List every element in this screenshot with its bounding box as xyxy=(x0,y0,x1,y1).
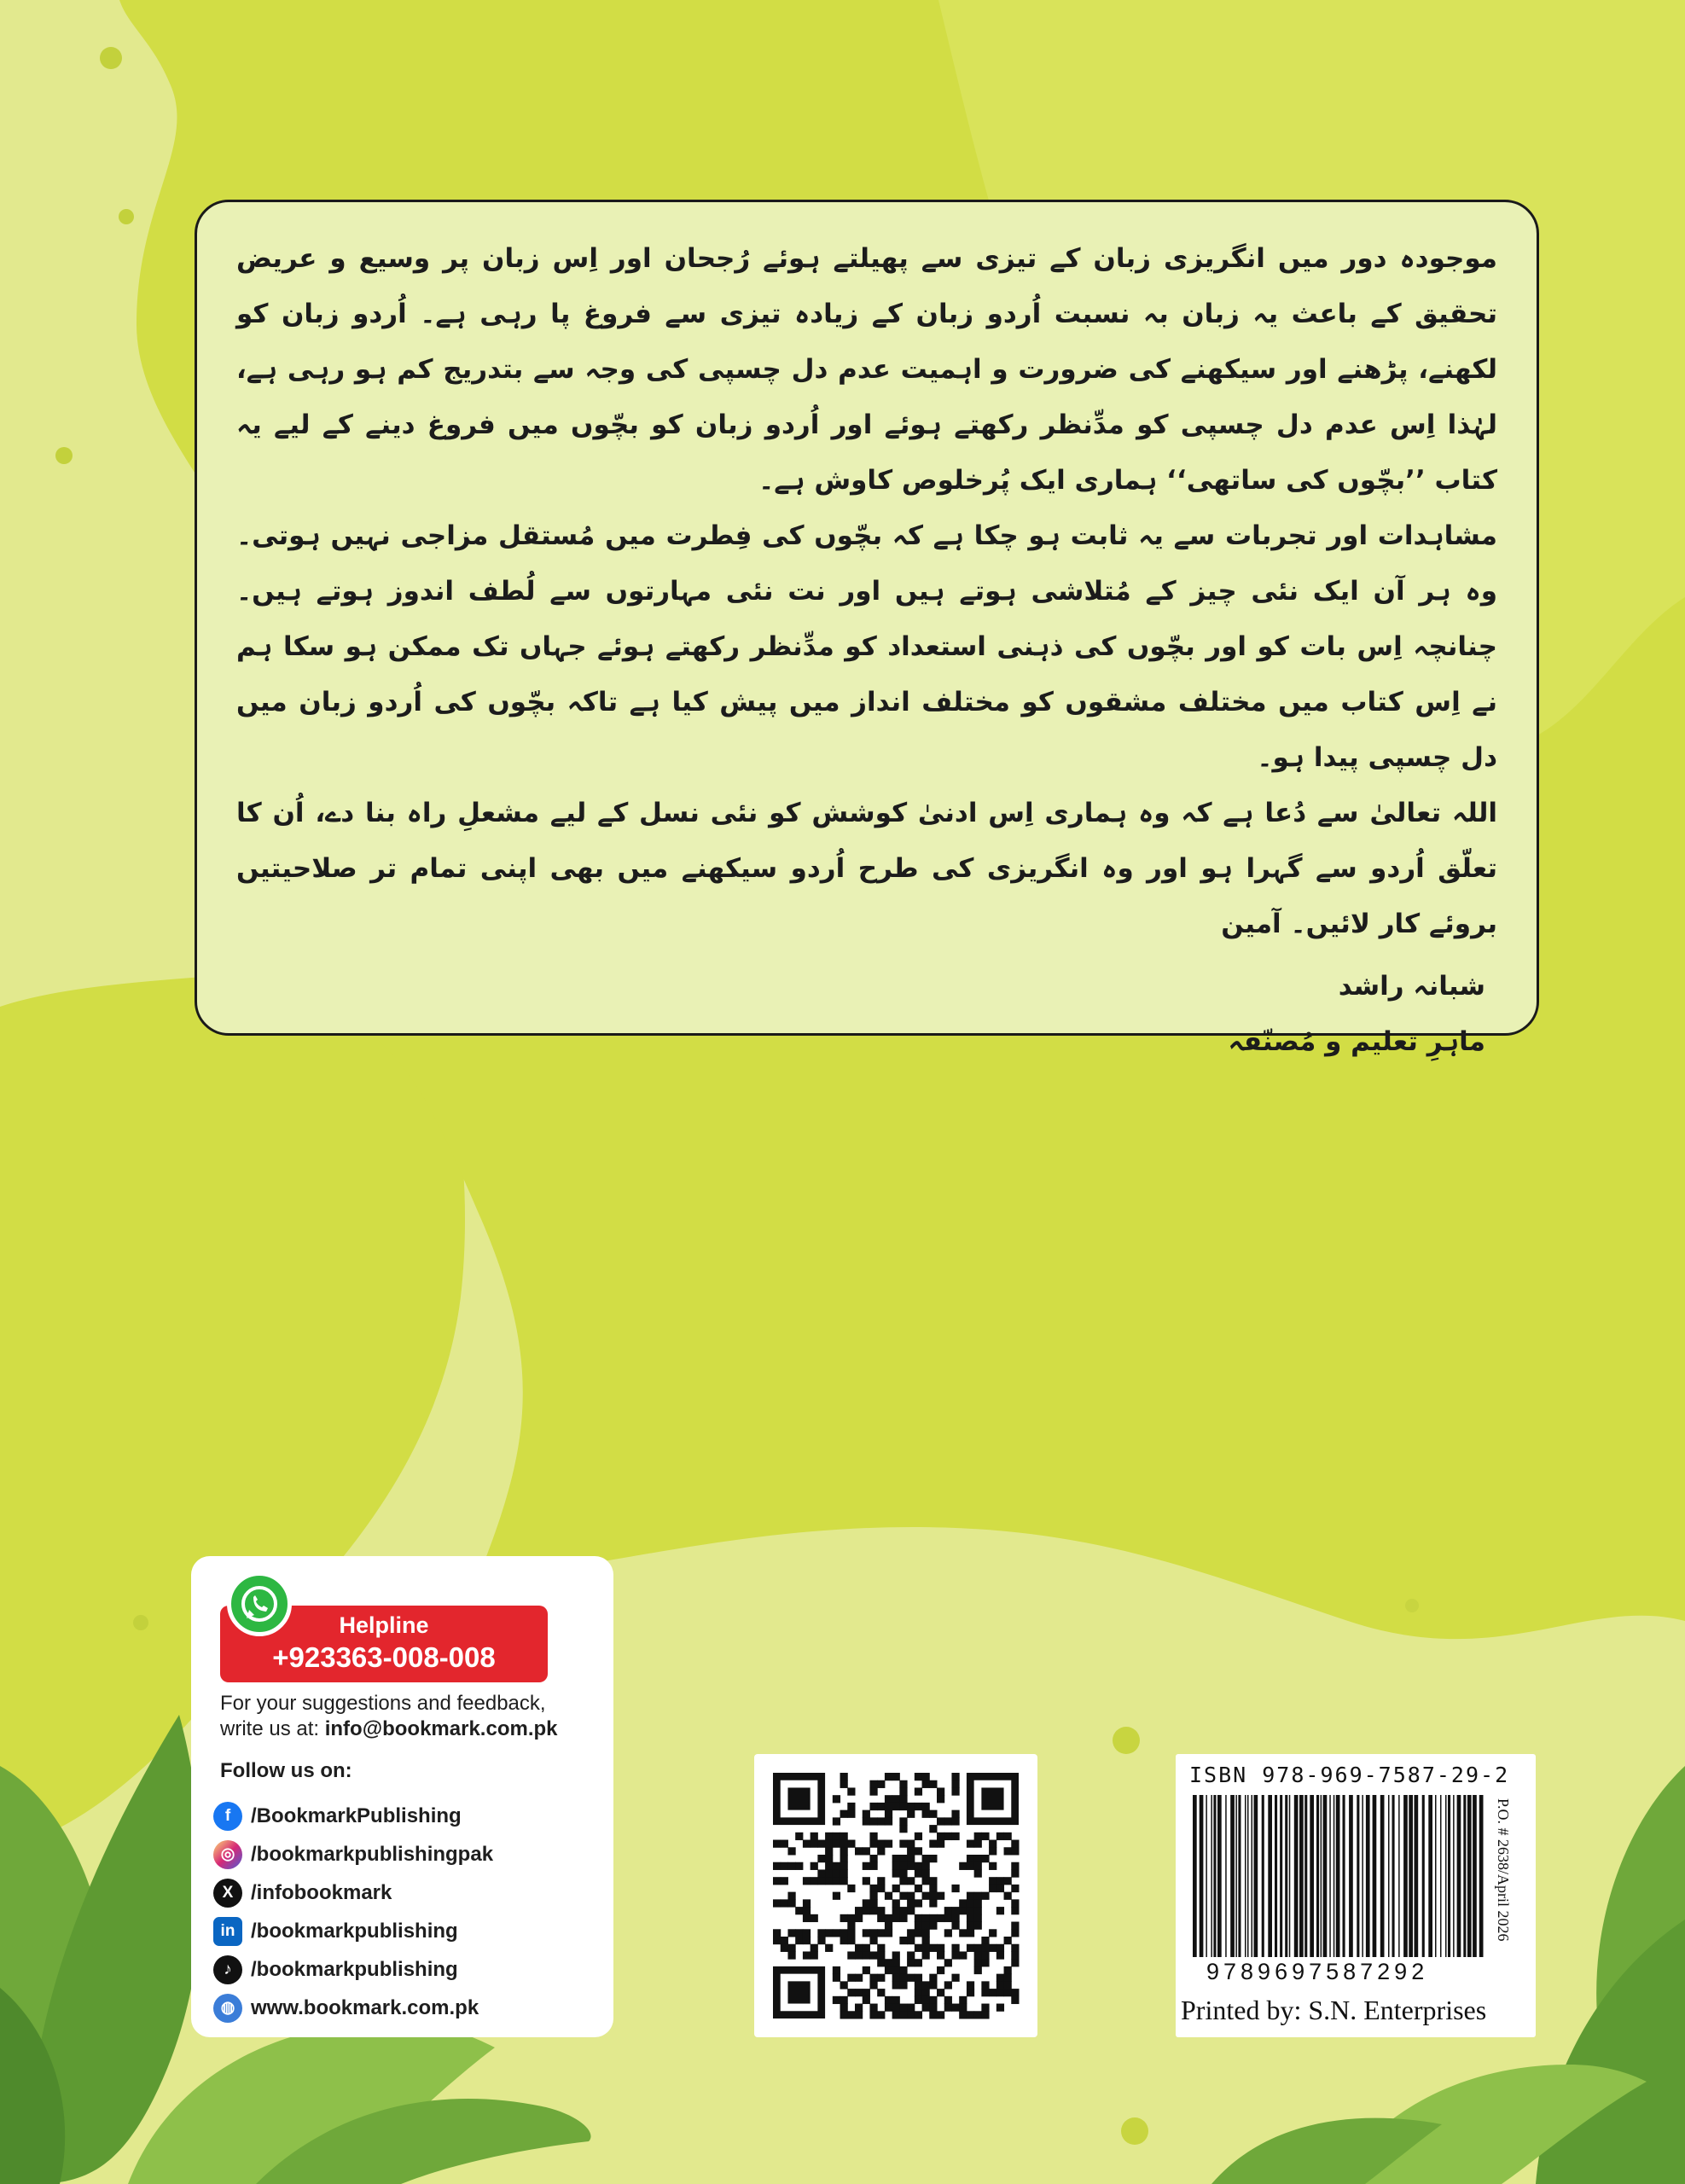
contact-card xyxy=(191,1556,613,2037)
intro-paragraph: موجودہ دور میں انگریزی زبان کے تیزی سے پھیلتے ہوئے رُجحان اور اِس زبان پر وسیع و عریض تحقیق کے باعث یہ زبان بہ نسبت اُردو زبان کے زیادہ تیزی سے فروغ پا رہی ہے۔ اُردو زبان کو لکھنے، پڑھنے اور سیکھنے کی ضرورت و اہمیت عدم دل چسپی کی وجہ سے بتدریج کم ہو رہی ہے، لہٰذا اِس عدم دل چسپی کو مدِّنظر رکھتے ہوئے اور اُردو زبان کو بچّوں میں فروغ دینے کے لیے یہ کتاب ’’بچّوں کی ساتھی‘‘ ہماری ایک پُرخلوص کاوش ہے۔ xyxy=(236,243,1497,496)
social-item-linkedin[interactable] xyxy=(213,1912,493,1950)
social-handle[interactable]: /infobookmark xyxy=(251,1880,392,1904)
feedback-text xyxy=(220,1691,604,1742)
decor-dot xyxy=(1121,2117,1148,2145)
intro-paragraph: اللہ تعالیٰ سے دُعا ہے کہ وہ ہماری اِس ادنیٰ کوشش کو نئی نسل کے لیے مشعلِ راہ بنا دے، اُن کا تعلّق اُردو سے گہرا ہو اور وہ انگریزی کی طرح اُردو سیکھنے میں بھی اپنی تمام تر صلاحیتیں بروئے کار لائیں۔ آمین xyxy=(236,798,1497,939)
instagram-icon: ◎ xyxy=(213,1840,242,1869)
qr-code-icon xyxy=(754,1754,1037,2037)
facebook-icon: f xyxy=(213,1802,242,1831)
social-item-website[interactable] xyxy=(213,1989,493,2027)
helpline-label: Helpline xyxy=(339,1612,429,1638)
social-item-facebook[interactable] xyxy=(213,1797,493,1835)
isbn-label: ISBN 978-969-7587-29-2 xyxy=(1189,1763,1510,1787)
feedback-email[interactable]: info@bookmark.com.pk xyxy=(324,1717,558,1740)
intro-panel xyxy=(195,200,1539,1057)
social-item-x[interactable] xyxy=(213,1873,493,1912)
author-name: شبانہ راشد xyxy=(1338,971,1485,1002)
feedback-write: write us at: xyxy=(220,1717,325,1740)
author-signature xyxy=(236,959,1485,1070)
feedback-line: For your suggestions and feedback, xyxy=(220,1692,546,1715)
helpline-number[interactable]: +923363-008-008 xyxy=(272,1641,496,1673)
social-item-instagram[interactable] xyxy=(213,1835,493,1873)
globe-icon: ◍ xyxy=(213,1994,242,2023)
whatsapp-icon xyxy=(227,1571,292,1636)
intro-paragraph: مشاہدات اور تجربات سے یہ ثابت ہو چکا ہے کہ بچّوں کی فِطرت میں مُستقل مزاجی نہیں ہوتی۔ وہ ہر آن ایک نئی چیز کے مُتلاشی ہوتے ہیں اور نت نئی مہارتوں سے لُطف اندوز ہوتے ہیں۔ چنانچہ اِس بات کو اور بچّوں کی ذہنی استعداد کو مدِّنظر رکھتے ہوئے جہاں تک ممکن ہو سکا ہم نے اِس کتاب میں مختلف مشقوں کو مختلف انداز میں پیش کیا ہے تاکہ بچّوں کی اُردو زبان میں دل چسپی پیدا ہو۔ xyxy=(236,520,1497,773)
isbn-barcode-box xyxy=(1176,1754,1536,2037)
printed-by: Printed by: S.N. Enterprises xyxy=(1181,1995,1487,2025)
tiktok-icon: ♪ xyxy=(213,1955,242,1984)
social-handle[interactable]: /BookmarkPublishing xyxy=(251,1804,462,1827)
x-icon: X xyxy=(213,1879,242,1908)
isbn-digits: 9789697587292 xyxy=(1206,1959,1429,1984)
decor-dot xyxy=(100,47,122,69)
follow-label: Follow us on: xyxy=(220,1759,352,1782)
linkedin-icon: in xyxy=(213,1917,242,1946)
barcode-icon xyxy=(1189,1795,1488,1966)
social-handle[interactable]: www.bookmark.com.pk xyxy=(251,1995,479,2019)
decor-dot xyxy=(133,1615,148,1630)
social-handle[interactable]: /bookmarkpublishingpak xyxy=(251,1842,494,1866)
decor-dot xyxy=(1405,1599,1419,1612)
decor-dot xyxy=(1113,1727,1140,1754)
social-handle[interactable]: /bookmarkpublishing xyxy=(251,1957,458,1981)
social-item-tiktok[interactable] xyxy=(213,1950,493,1989)
po-number: P.O. # 2638/April 2026 xyxy=(1495,1798,1512,1942)
author-title: ماہرِ تعلیم و مُصنّفہ xyxy=(1228,1026,1485,1057)
social-list xyxy=(213,1797,493,2027)
qr-code[interactable] xyxy=(754,1754,1037,2037)
decor-dot xyxy=(119,209,134,224)
social-handle[interactable]: /bookmarkpublishing xyxy=(251,1919,458,1943)
decor-dot xyxy=(55,447,73,464)
